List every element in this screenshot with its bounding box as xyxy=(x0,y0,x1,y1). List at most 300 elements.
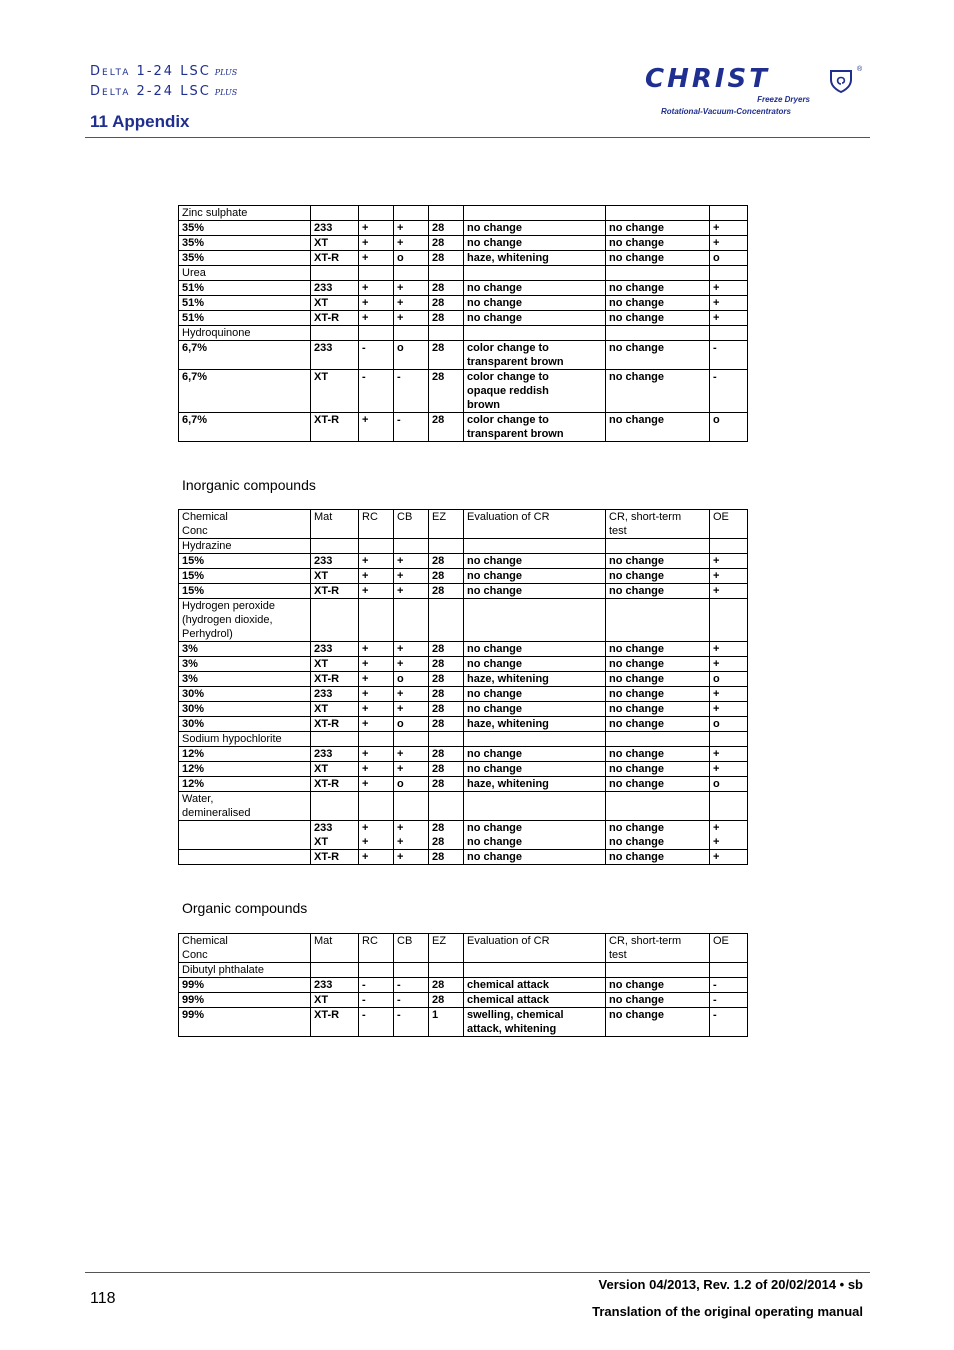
table-cell xyxy=(311,792,359,821)
table-cell: 28 xyxy=(429,251,464,266)
table-cell: XT-R xyxy=(311,850,359,865)
model-name-1: Delta 1-24 LSC plus xyxy=(90,64,238,79)
table-cell xyxy=(464,732,606,747)
table-cell: no change xyxy=(606,762,710,777)
header-rule xyxy=(85,137,870,138)
table-cell: XT xyxy=(311,657,359,672)
table-cell: no change xyxy=(606,296,710,311)
table-cell xyxy=(710,792,748,821)
table-cell: no change xyxy=(606,370,710,413)
table-cell: + xyxy=(394,687,429,702)
table-cell: o xyxy=(710,672,748,687)
table-row xyxy=(179,672,748,687)
table-cell: 12% xyxy=(179,762,311,777)
table-cell: + xyxy=(394,281,429,296)
table-cell: XT xyxy=(311,762,359,777)
table-cell: 28 xyxy=(429,717,464,732)
table-cell: no change xyxy=(606,236,710,251)
table-cell: + xyxy=(710,642,748,657)
table-cell: 99% xyxy=(179,1008,311,1037)
table-cell: 233 xyxy=(311,687,359,702)
table-cell: + xyxy=(359,717,394,732)
table-cell: + xyxy=(710,584,748,599)
table-cell: Dibutyl phthalate xyxy=(179,963,311,978)
table-row xyxy=(179,1008,748,1037)
table-cell: color change to transparent brown xyxy=(464,413,606,442)
table-cell: 28 xyxy=(429,569,464,584)
table-cell: + xyxy=(359,762,394,777)
table-cell: + xyxy=(359,687,394,702)
table-cell: + xyxy=(710,687,748,702)
table-cell: color change to transparent brown xyxy=(464,341,606,370)
table-organic xyxy=(178,933,748,1037)
table-row xyxy=(179,296,748,311)
table-cell: - xyxy=(394,370,429,413)
table-cell: + xyxy=(710,657,748,672)
table-cell: o xyxy=(394,717,429,732)
table-cell: no change xyxy=(606,1008,710,1037)
table-cell: 233 xyxy=(311,978,359,993)
table-cell: 15% xyxy=(179,584,311,599)
table-cell xyxy=(394,539,429,554)
table-cell: 28 xyxy=(429,687,464,702)
table-cell xyxy=(464,599,606,642)
table-cell xyxy=(311,732,359,747)
table-cell: no change xyxy=(464,584,606,599)
table-cell: no change xyxy=(464,569,606,584)
table-cell: no change xyxy=(606,657,710,672)
table-cell: no change no change xyxy=(464,821,606,850)
table-cell: 3% xyxy=(179,657,311,672)
table-cell: Water, demineralised xyxy=(179,792,311,821)
table-cell: + xyxy=(359,281,394,296)
table-cell: CB xyxy=(394,934,429,963)
table-cell: no change xyxy=(606,281,710,296)
table-cell: no change xyxy=(606,584,710,599)
table-cell: 1 xyxy=(429,1008,464,1037)
table-cell: no change xyxy=(606,554,710,569)
table-cell: Mat xyxy=(311,934,359,963)
table-row xyxy=(179,539,748,554)
table-row xyxy=(179,978,748,993)
table-cell xyxy=(464,326,606,341)
heading-inorganic: Inorganic compounds xyxy=(182,477,316,493)
table-cell: - xyxy=(359,1008,394,1037)
table-cell xyxy=(359,206,394,221)
table-cell: 28 xyxy=(429,281,464,296)
table-cell: 12% xyxy=(179,777,311,792)
table-cell: - xyxy=(710,370,748,413)
table-cell: 15% xyxy=(179,569,311,584)
table-cell: + xyxy=(359,236,394,251)
table-cell: XT xyxy=(311,236,359,251)
table-cell: XT xyxy=(311,569,359,584)
table-cell: + xyxy=(359,554,394,569)
table-cell: RC xyxy=(359,510,394,539)
table-cell: 28 xyxy=(429,747,464,762)
table-cell: - xyxy=(394,1008,429,1037)
logo-tagline-1: Freeze Dryers xyxy=(757,95,810,104)
table-cell: no change xyxy=(606,311,710,326)
table-cell: o xyxy=(710,251,748,266)
table-cell: Hydrazine xyxy=(179,539,311,554)
table-cell: no change xyxy=(464,296,606,311)
table-cell xyxy=(394,326,429,341)
table-row xyxy=(179,599,748,642)
table-cell xyxy=(311,326,359,341)
table-cell: no change xyxy=(464,554,606,569)
table-cell: 99% xyxy=(179,993,311,1008)
table-cell: - xyxy=(359,993,394,1008)
table-cell: + xyxy=(359,850,394,865)
table-cell: o xyxy=(394,777,429,792)
table-header-row xyxy=(179,934,748,963)
table-cell: no change xyxy=(464,702,606,717)
table-cell: no change xyxy=(606,642,710,657)
table-cell: o xyxy=(710,777,748,792)
table-cell: no change xyxy=(464,281,606,296)
table-cell: no change xyxy=(606,413,710,442)
table-row xyxy=(179,554,748,569)
table-cell: Mat xyxy=(311,510,359,539)
table-cell: 233 xyxy=(311,747,359,762)
table-cell xyxy=(464,206,606,221)
table-cell: + xyxy=(359,311,394,326)
table-cell: RC xyxy=(359,934,394,963)
table-cell: 28 xyxy=(429,370,464,413)
table-cell: 28 xyxy=(429,584,464,599)
table-zinc-urea-hydroquinone xyxy=(178,205,748,442)
table-cell: XT-R xyxy=(311,251,359,266)
table-cell: no change xyxy=(464,236,606,251)
table-cell: no change xyxy=(606,993,710,1008)
table-cell: Urea xyxy=(179,266,311,281)
table-cell: no change xyxy=(464,747,606,762)
table-cell: 28 xyxy=(429,221,464,236)
table-cell xyxy=(179,850,311,865)
table-cell xyxy=(606,206,710,221)
table-cell: 28 xyxy=(429,777,464,792)
table-cell xyxy=(359,963,394,978)
table-cell xyxy=(359,539,394,554)
table-cell xyxy=(359,599,394,642)
table-cell: + xyxy=(710,236,748,251)
table-cell: OE xyxy=(710,510,748,539)
table-cell: CR, short-term test xyxy=(606,934,710,963)
table-cell: 35% xyxy=(179,251,311,266)
table-cell xyxy=(464,963,606,978)
table-cell: no change xyxy=(464,657,606,672)
table-cell: + xyxy=(394,221,429,236)
table-cell xyxy=(464,539,606,554)
table-cell: no change xyxy=(464,687,606,702)
table-row xyxy=(179,266,748,281)
table-cell: no change xyxy=(464,221,606,236)
logo-wordmark: CHRIST xyxy=(645,64,770,94)
table-cell: 6,7% xyxy=(179,413,311,442)
table-cell: no change xyxy=(606,978,710,993)
table-cell: XT-R xyxy=(311,1008,359,1037)
table-cell: + xyxy=(359,777,394,792)
table-cell: + xyxy=(710,702,748,717)
table-cell: no change xyxy=(464,850,606,865)
table-cell xyxy=(606,792,710,821)
table-row xyxy=(179,777,748,792)
table-row xyxy=(179,569,748,584)
table-cell: - xyxy=(394,993,429,1008)
table-cell xyxy=(359,792,394,821)
table-cell: no change xyxy=(606,251,710,266)
table-cell: no change xyxy=(464,311,606,326)
table-cell: no change xyxy=(464,642,606,657)
table-cell: 28 xyxy=(429,236,464,251)
table-row xyxy=(179,702,748,717)
table-cell xyxy=(311,963,359,978)
table-cell: + xyxy=(359,296,394,311)
table-cell: Evaluation of CR xyxy=(464,934,606,963)
table-cell: + xyxy=(394,296,429,311)
table-cell: + xyxy=(710,281,748,296)
table-cell xyxy=(429,539,464,554)
table-cell: - xyxy=(710,1008,748,1037)
translation-note: Translation of the original operating manual xyxy=(592,1304,863,1319)
table-cell: 28 xyxy=(429,642,464,657)
table-cell: 28 xyxy=(429,311,464,326)
table-cell: + xyxy=(394,311,429,326)
table-cell: 233 xyxy=(311,221,359,236)
table-cell: + xyxy=(710,221,748,236)
table-cell: 28 xyxy=(429,762,464,777)
table-cell: no change xyxy=(606,717,710,732)
table-cell: XT xyxy=(311,993,359,1008)
table-cell: 233 xyxy=(311,341,359,370)
table-cell: XT xyxy=(311,370,359,413)
table-cell: Hydrogen peroxide (hydrogen dioxide, Perhydrol) xyxy=(179,599,311,642)
table-cell: 233 xyxy=(311,281,359,296)
table-cell: + xyxy=(394,554,429,569)
table-cell xyxy=(710,539,748,554)
table-cell: no change xyxy=(606,672,710,687)
table-cell: + xyxy=(710,762,748,777)
table-cell: 28 xyxy=(429,993,464,1008)
table-cell: chemical attack xyxy=(464,993,606,1008)
table-cell: CR, short-term test xyxy=(606,510,710,539)
table-cell xyxy=(710,206,748,221)
table-cell: 28 xyxy=(429,702,464,717)
table-cell: no change xyxy=(606,341,710,370)
section-title: 11 Appendix xyxy=(90,112,190,131)
table-cell: 3% xyxy=(179,672,311,687)
table-cell: + xyxy=(394,657,429,672)
table-cell: no change xyxy=(606,747,710,762)
table-cell: + xyxy=(394,642,429,657)
table-cell: - xyxy=(359,370,394,413)
table-cell: + xyxy=(359,584,394,599)
table-cell: - xyxy=(359,341,394,370)
table-cell: + xyxy=(394,584,429,599)
table-cell: 28 xyxy=(429,850,464,865)
table-cell: haze, whitening xyxy=(464,777,606,792)
table-cell: - xyxy=(394,978,429,993)
table-cell xyxy=(394,963,429,978)
table-cell: Chemical Conc xyxy=(179,934,311,963)
table-cell: o xyxy=(394,251,429,266)
page-number: 118 xyxy=(90,1290,116,1307)
table-cell: 6,7% xyxy=(179,341,311,370)
table-cell: 233 XT xyxy=(311,821,359,850)
table-cell: 99% xyxy=(179,978,311,993)
table-cell: no change no change xyxy=(606,821,710,850)
table-cell: 51% xyxy=(179,296,311,311)
table-cell: no change xyxy=(606,702,710,717)
table-cell: + xyxy=(359,221,394,236)
table-row xyxy=(179,251,748,266)
table-row xyxy=(179,206,748,221)
table-cell: 35% xyxy=(179,236,311,251)
table-cell: EZ xyxy=(429,510,464,539)
table-cell: + xyxy=(394,747,429,762)
table-cell: haze, whitening xyxy=(464,251,606,266)
logo-tagline-2: Rotational-Vacuum-Concentrators xyxy=(661,107,791,116)
table-cell: + xyxy=(710,747,748,762)
table-cell: - xyxy=(394,413,429,442)
table-cell xyxy=(429,599,464,642)
table-cell: + xyxy=(359,657,394,672)
table-cell: Chemical Conc xyxy=(179,510,311,539)
table-cell: Sodium hypochlorite xyxy=(179,732,311,747)
table-cell: 30% xyxy=(179,717,311,732)
table-cell: no change xyxy=(606,569,710,584)
table-cell xyxy=(429,266,464,281)
table-cell xyxy=(606,326,710,341)
table-cell: XT-R xyxy=(311,717,359,732)
table-row xyxy=(179,370,748,413)
table-cell xyxy=(394,732,429,747)
table-cell: o xyxy=(394,341,429,370)
table-cell xyxy=(464,266,606,281)
table-row xyxy=(179,821,748,850)
table-row xyxy=(179,326,748,341)
table-cell xyxy=(710,963,748,978)
table-cell: - xyxy=(710,993,748,1008)
table-row xyxy=(179,792,748,821)
table-cell: Evaluation of CR xyxy=(464,510,606,539)
table-cell xyxy=(311,599,359,642)
table-cell: haze, whitening xyxy=(464,717,606,732)
table-inorganic xyxy=(178,509,748,865)
spiral-icon xyxy=(828,68,854,94)
table-cell: + xyxy=(359,251,394,266)
table-cell: XT-R xyxy=(311,584,359,599)
table-cell: swelling, chemical attack, whitening xyxy=(464,1008,606,1037)
table-cell: 51% xyxy=(179,281,311,296)
table-cell xyxy=(359,266,394,281)
table-cell: Hydroquinone xyxy=(179,326,311,341)
table-cell xyxy=(606,539,710,554)
table-cell: 28 xyxy=(429,672,464,687)
table-cell: + xyxy=(394,702,429,717)
table-cell: color change to opaque reddish brown xyxy=(464,370,606,413)
table-cell: + xyxy=(394,569,429,584)
table-row xyxy=(179,221,748,236)
table-cell xyxy=(394,266,429,281)
table-row xyxy=(179,963,748,978)
table-cell: + xyxy=(359,672,394,687)
table-row xyxy=(179,311,748,326)
table-cell: no change xyxy=(606,777,710,792)
table-row xyxy=(179,281,748,296)
table-cell: 28 xyxy=(429,341,464,370)
table-cell: 30% xyxy=(179,702,311,717)
table-cell xyxy=(710,266,748,281)
christ-logo xyxy=(645,64,865,120)
table-row xyxy=(179,732,748,747)
table-cell: + xyxy=(394,850,429,865)
table-cell xyxy=(429,732,464,747)
table-cell: 15% xyxy=(179,554,311,569)
table-cell: + xyxy=(710,569,748,584)
table-cell: 233 xyxy=(311,642,359,657)
table-cell: XT-R xyxy=(311,777,359,792)
footer-rule xyxy=(85,1272,870,1273)
table-cell: 28 xyxy=(429,657,464,672)
model-name-2: Delta 2-24 LSC plus xyxy=(90,84,238,99)
table-cell xyxy=(311,206,359,221)
table-cell xyxy=(606,266,710,281)
table-row xyxy=(179,584,748,599)
table-row xyxy=(179,850,748,865)
table-cell: 28 xyxy=(429,978,464,993)
table-cell: + xyxy=(359,569,394,584)
table-row xyxy=(179,993,748,1008)
registered-mark: ® xyxy=(857,66,863,73)
table-cell: + + xyxy=(710,821,748,850)
table-cell: o xyxy=(394,672,429,687)
table-cell: 12% xyxy=(179,747,311,762)
table-cell: XT xyxy=(311,702,359,717)
table-cell: - xyxy=(710,978,748,993)
table-row xyxy=(179,341,748,370)
table-cell: no change xyxy=(464,762,606,777)
table-cell: 28 xyxy=(429,554,464,569)
table-cell: XT-R xyxy=(311,311,359,326)
table-cell: 3% xyxy=(179,642,311,657)
table-cell xyxy=(179,821,311,850)
table-row xyxy=(179,657,748,672)
table-cell xyxy=(359,326,394,341)
table-cell: XT-R xyxy=(311,413,359,442)
table-cell xyxy=(429,963,464,978)
table-cell: + xyxy=(710,311,748,326)
table-cell: no change xyxy=(606,687,710,702)
table-cell xyxy=(359,732,394,747)
table-header-row xyxy=(179,510,748,539)
table-cell: 28 28 xyxy=(429,821,464,850)
table-cell: Zinc sulphate xyxy=(179,206,311,221)
table-cell: 6,7% xyxy=(179,370,311,413)
table-row xyxy=(179,762,748,777)
table-cell xyxy=(394,206,429,221)
table-cell xyxy=(710,732,748,747)
table-cell: - xyxy=(359,978,394,993)
table-row xyxy=(179,642,748,657)
table-cell xyxy=(710,326,748,341)
table-cell: chemical attack xyxy=(464,978,606,993)
table-cell: + xyxy=(710,850,748,865)
table-cell: haze, whitening xyxy=(464,672,606,687)
table-cell xyxy=(311,539,359,554)
table-cell: + xyxy=(394,762,429,777)
